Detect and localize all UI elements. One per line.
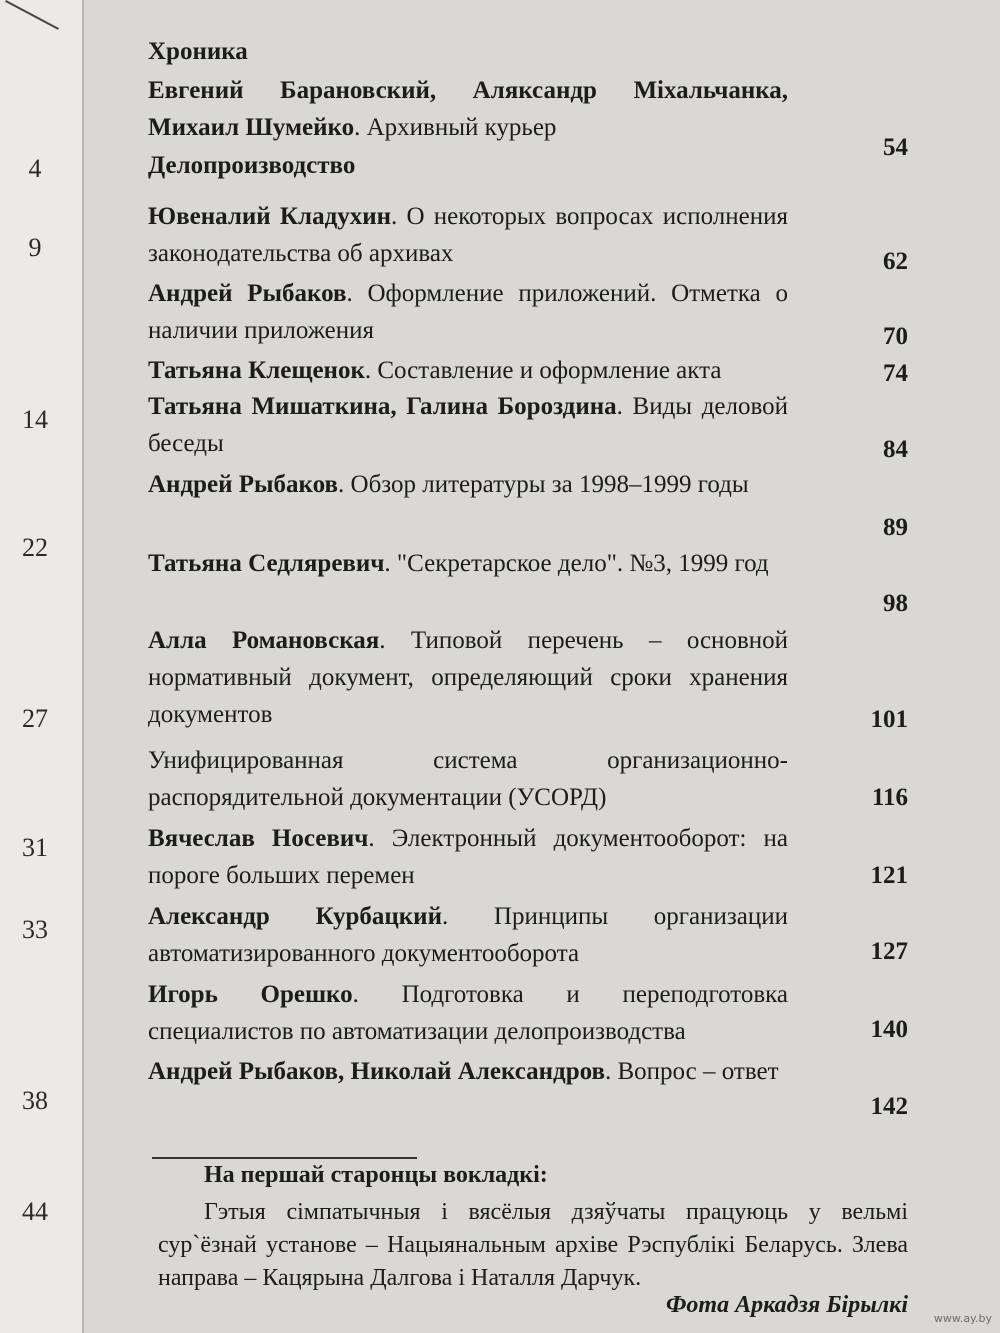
entry-page-number: 127 bbox=[870, 938, 908, 965]
entry-authors: Андрей Рыбаков bbox=[148, 471, 339, 498]
entry-title: Электронный документооборот: на пороге больших перемен bbox=[148, 825, 788, 889]
watermark: www.ay.by bbox=[933, 1312, 992, 1325]
entry-separator: . bbox=[442, 903, 494, 930]
entry-authors: Вячеслав Носевич bbox=[148, 825, 369, 852]
toc-entry bbox=[148, 1053, 788, 1090]
entry-title: Оформление приложений. Отметка о наличии приложения bbox=[148, 280, 788, 344]
entry-authors: Андрей Рыбаков bbox=[148, 280, 347, 307]
toc-entry bbox=[148, 72, 788, 146]
toc-entry bbox=[148, 820, 788, 894]
section-heading: Хроника bbox=[148, 38, 248, 65]
entry-title: Составление и оформление акта bbox=[377, 357, 722, 384]
entry-separator: . bbox=[604, 1058, 618, 1085]
toc-entry bbox=[148, 388, 788, 462]
entry-page-number: 98 bbox=[883, 590, 908, 617]
facing-page-number: 44 bbox=[22, 1197, 48, 1226]
entry-title: Унифицированная система организационно-распорядительной документации (УСОРД) bbox=[148, 747, 788, 811]
entry-title: Подготовка и переподготовка специалистов по автоматизации делопроизводства bbox=[148, 981, 789, 1045]
entry-page-number: 62 bbox=[883, 248, 908, 275]
entry-separator: . bbox=[391, 203, 407, 230]
entry-title: Обзор литературы за 1998–1999 годы bbox=[350, 471, 749, 498]
entry-authors: Андрей Рыбаков, Николай Александров bbox=[148, 1058, 605, 1085]
toc-entry bbox=[148, 545, 788, 582]
entry-page-number: 121 bbox=[870, 862, 908, 889]
facing-page-number: 22 bbox=[22, 533, 48, 562]
toc-entry bbox=[148, 352, 788, 389]
entry-separator: . bbox=[616, 393, 633, 420]
facing-page-number: 33 bbox=[22, 915, 48, 944]
toc-entry bbox=[148, 622, 788, 733]
entry-separator: . bbox=[352, 981, 402, 1008]
entry-page-number: 84 bbox=[883, 436, 908, 463]
entry-separator: . bbox=[346, 280, 368, 307]
toc-entry bbox=[148, 275, 788, 349]
photo-credit: Фота Аркадзя Бірылкі bbox=[666, 1292, 908, 1318]
footnote-title: На першай старонцы вокладкі: bbox=[204, 1162, 548, 1188]
entry-authors: Татьяна Седляревич bbox=[148, 550, 385, 577]
entry-separator: . bbox=[379, 627, 411, 654]
entry-separator: . bbox=[364, 357, 378, 384]
entry-separator: . bbox=[384, 550, 397, 577]
entry-page-number: 101 bbox=[870, 706, 908, 733]
entry-page-number: 142 bbox=[870, 1093, 908, 1120]
entry-authors: Ювеналий Кладухин bbox=[148, 203, 392, 230]
facing-page-number: 4 bbox=[28, 154, 42, 183]
entry-authors: Татьяна Мишаткина, Галина Бороздина bbox=[148, 393, 617, 420]
footnote-text: Гэтыя сімпатычныя і вясёлыя дзяўчаты працуюць у вельмі сур`ёзнай установе – Нацыянальным архіве Рэспублікі Беларусь. Злева направа – Кацярына Далгова і Наталля Дарчук. bbox=[158, 1199, 908, 1291]
entry-authors: Александр Курбацкий bbox=[148, 903, 442, 930]
facing-page-number: 31 bbox=[22, 833, 48, 862]
entry-page-number: 140 bbox=[870, 1016, 908, 1043]
entry-title: Архивный курьер bbox=[366, 114, 557, 141]
entry-authors: Евгений Барановский, Аляксандр Міхальчанка, Михаил Шумейко bbox=[148, 77, 788, 141]
entry-page-number: 54 bbox=[883, 134, 908, 161]
facing-page bbox=[0, 0, 84, 1333]
toc-entry bbox=[148, 898, 788, 972]
entry-separator: . bbox=[338, 471, 351, 498]
entry-separator: . bbox=[368, 825, 392, 852]
toc-entry bbox=[148, 742, 788, 816]
entry-title: "Секретарское дело". №3, 1999 год bbox=[396, 550, 769, 577]
entry-authors: Татьяна Клещенок bbox=[148, 357, 365, 384]
pen-mark bbox=[0, 0, 59, 62]
entry-title: Типовой перечень – основной нормативный документ, определяющий сроки хранения документов bbox=[148, 627, 789, 728]
entry-title: Принципы организации автоматизированного документооборота bbox=[148, 903, 789, 967]
entry-page-number: 89 bbox=[883, 514, 908, 541]
entry-title: О некоторых вопросах исполнения законодательства об архивах bbox=[148, 203, 788, 267]
entry-title: Виды деловой беседы bbox=[148, 393, 789, 457]
entry-page-number: 74 bbox=[883, 360, 908, 387]
facing-page-number: 14 bbox=[22, 405, 48, 434]
entry-title: Вопрос – ответ bbox=[617, 1058, 779, 1085]
entry-page-number: 116 bbox=[871, 784, 908, 811]
footnote-rule bbox=[152, 1157, 417, 1159]
toc-entry bbox=[148, 466, 788, 503]
entry-authors: Игорь Орешко bbox=[148, 981, 353, 1008]
entry-authors: Алла Романовская bbox=[148, 627, 380, 654]
entry-page-number: 70 bbox=[883, 323, 908, 350]
facing-page-number: 38 bbox=[22, 1086, 48, 1115]
section-heading: Делопроизводство bbox=[148, 152, 356, 179]
toc-entry bbox=[148, 976, 788, 1050]
facing-page-number: 27 bbox=[22, 704, 48, 733]
entry-separator: . bbox=[354, 114, 367, 141]
toc-entry bbox=[148, 198, 788, 272]
facing-page-number: 9 bbox=[28, 233, 42, 262]
